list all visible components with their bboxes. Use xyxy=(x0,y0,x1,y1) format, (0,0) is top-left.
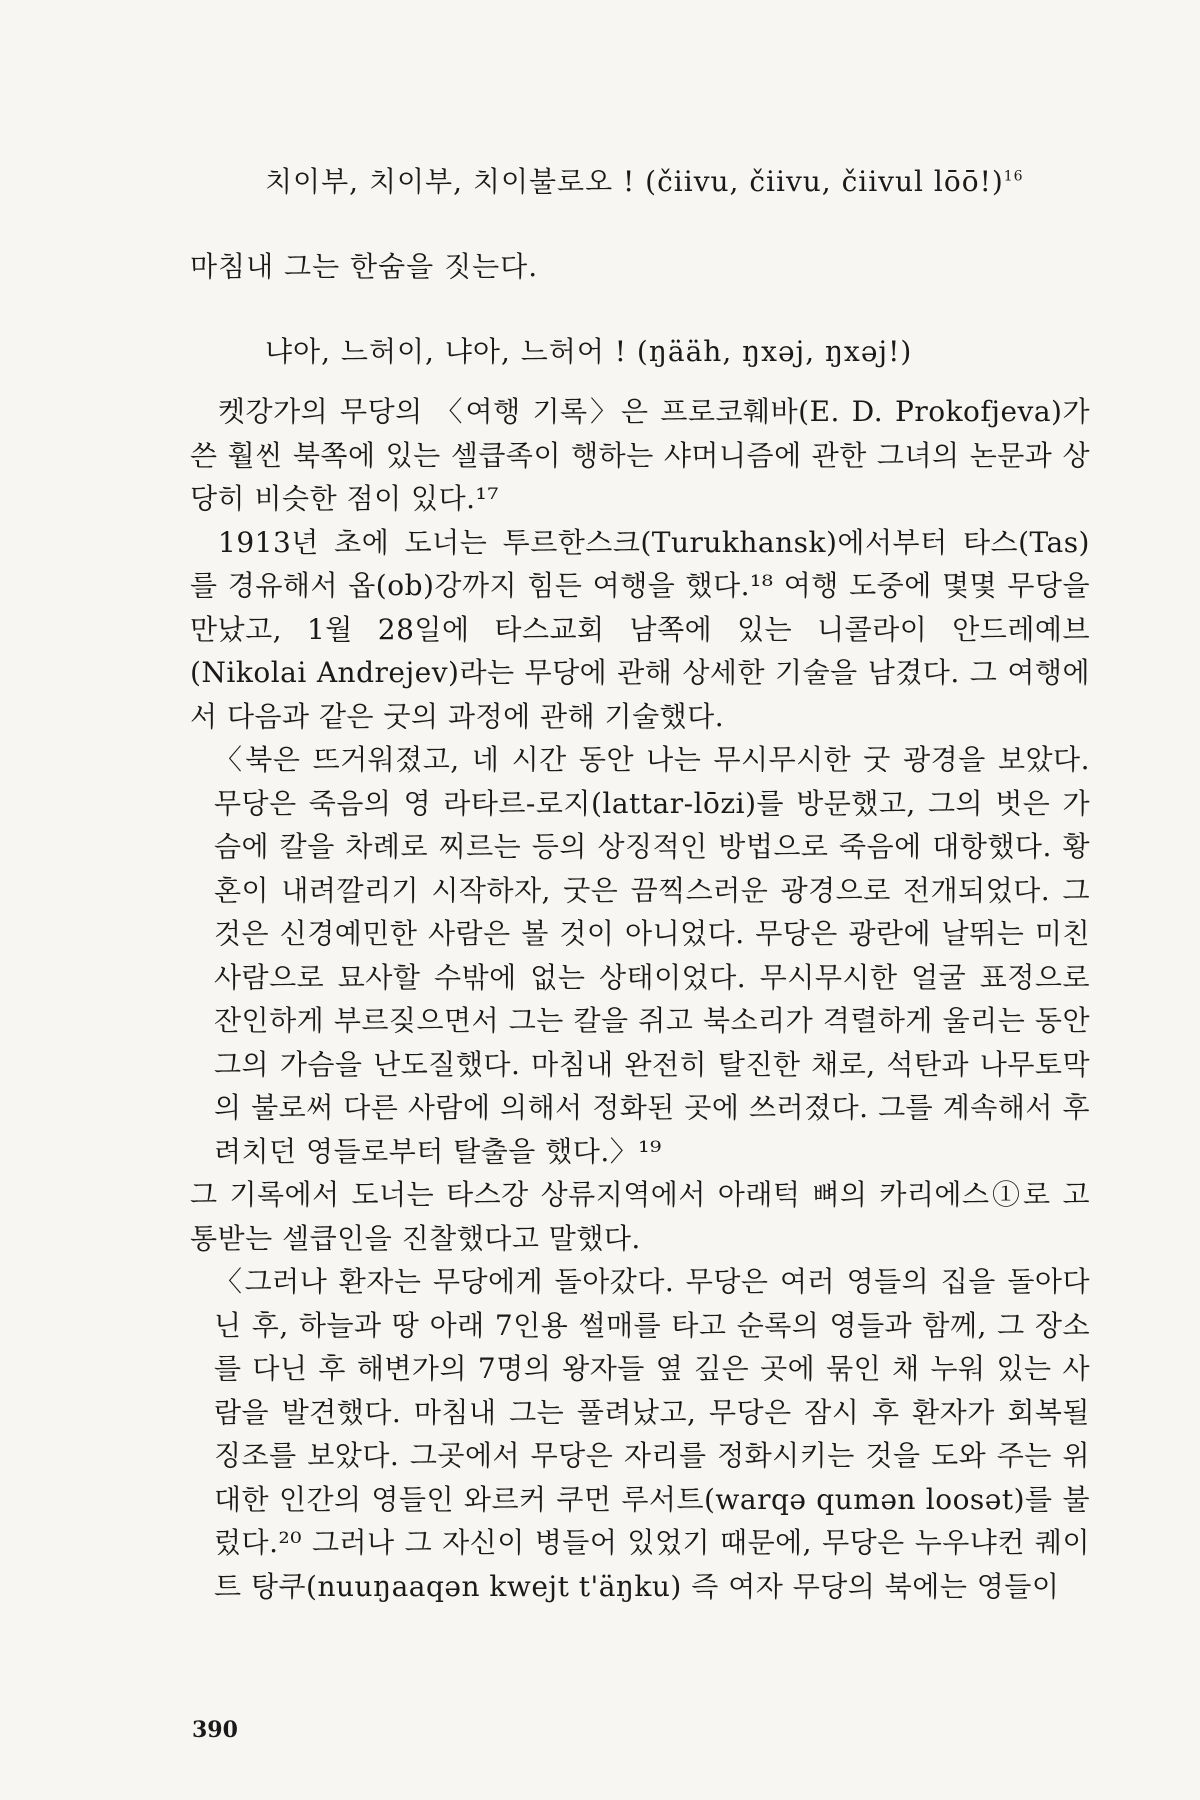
paragraph-selkup-patient: 그 기록에서 도너는 타스강 상류지역에서 아래턱 뼈의 카리에스①로 고통받는 셀큽인을 진찰했다고 말했다. xyxy=(190,1178,1090,1255)
body-text xyxy=(190,390,1090,1608)
page-number: 390 xyxy=(192,1717,238,1743)
chant-line-1-text: 치이부, 치이부, 치이불로오 ! (čiivu, čiivu, čiivul lōō!) xyxy=(265,165,1004,198)
paragraph-donner-journey: 1913년 초에 도너는 투르한스크(Turukhansk)에서부터 타스(Tas)를 경유해서 옵(ob)강까지 힘든 여행을 했다.¹⁸ 여행 도중에 몇몇 무당을 만났고, 1월 28일에 타스교회 남쪽에 있는 니콜라이 안드레예브(Nikolai Andrejev)라는 무당에 관해 상세한 기술을 남겼다. 그 여행에서 다음과 같은 굿의 과정에 관해 기술했다. xyxy=(190,525,1090,733)
paragraph-ket-shaman: 켓강가의 무당의 〈여행 기록〉은 프로코훼바(E. D. Prokofjeva)가 쓴 훨씬 북쪽에 있는 셀큽족이 행하는 샤머니즘에 관한 그녀의 논문과 상당히 비슷한 점이 있다.¹⁷ xyxy=(190,395,1090,515)
quote-ritual-description: 〈북은 뜨거워졌고, 네 시간 동안 나는 무시무시한 굿 광경을 보았다. 무당은 죽음의 영 라타르-로지(lattar-lōzi)를 방문했고, 그의 벗은 가슴에 칼을 차례로 찌르는 등의 상징적인 방법으로 죽음에 대항했다. 황혼이 내려깔리기 시작하자, 굿은 끔찍스러운 광경으로 전개되었다. 그것은 신경예민한 사람은 볼 것이 아니었다. 무당은 광란에 날뛰는 미친사람으로 묘사할 수밖에 없는 상태이었다. 무시무시한 얼굴 표정으로 잔인하게 부르짖으면서 그는 칼을 쥐고 북소리가 격렬하게 울리는 동안 그의 가슴을 난도질했다. 마침내 완전히 탈진한 채로, 석탄과 나무토막의 불로써 다른 사람에 의해서 정화된 곳에 쓰러졌다. 그를 계속해서 후려치던 영들로부터 탈출을 했다.〉¹⁹ xyxy=(214,743,1090,1168)
footnote-ref-16: 16 xyxy=(1003,168,1024,185)
quote-shaman-healing: 〈그러나 환자는 무당에게 돌아갔다. 무당은 여러 영들의 집을 돌아다닌 후, 하늘과 땅 아래 7인용 썰매를 타고 순록의 영들과 함께, 그 장소를 다닌 후 해변가의 7명의 왕자들 옆 깊은 곳에 묶인 채 누워 있는 사람을 발견했다. 마침내 그는 풀려났고, 무당은 잠시 후 환자가 회복될 징조를 보았다. 그곳에서 무당은 자리를 정화시키는 것을 도와 주는 위대한 인간의 영들인 와르커 쿠먼 루서트(warqə qumən loosət)를 불렀다.²⁰ 그러나 그 자신이 병들어 있었기 때문에, 무당은 누우냐컨 퀘이트 탕쿠(nuuŋaaqən kwejt t'äŋku) 즉 여자 무당의 북에는 영들이 xyxy=(214,1265,1090,1603)
chant-line-2: 냐아, 느허이, 냐아, 느허어 ! (ŋääh, ŋxəj, ŋxəj!) xyxy=(265,335,913,368)
narrative-line-sigh: 마침내 그는 한숨을 짓는다. xyxy=(190,250,539,283)
chant-line-1 xyxy=(265,160,1024,200)
